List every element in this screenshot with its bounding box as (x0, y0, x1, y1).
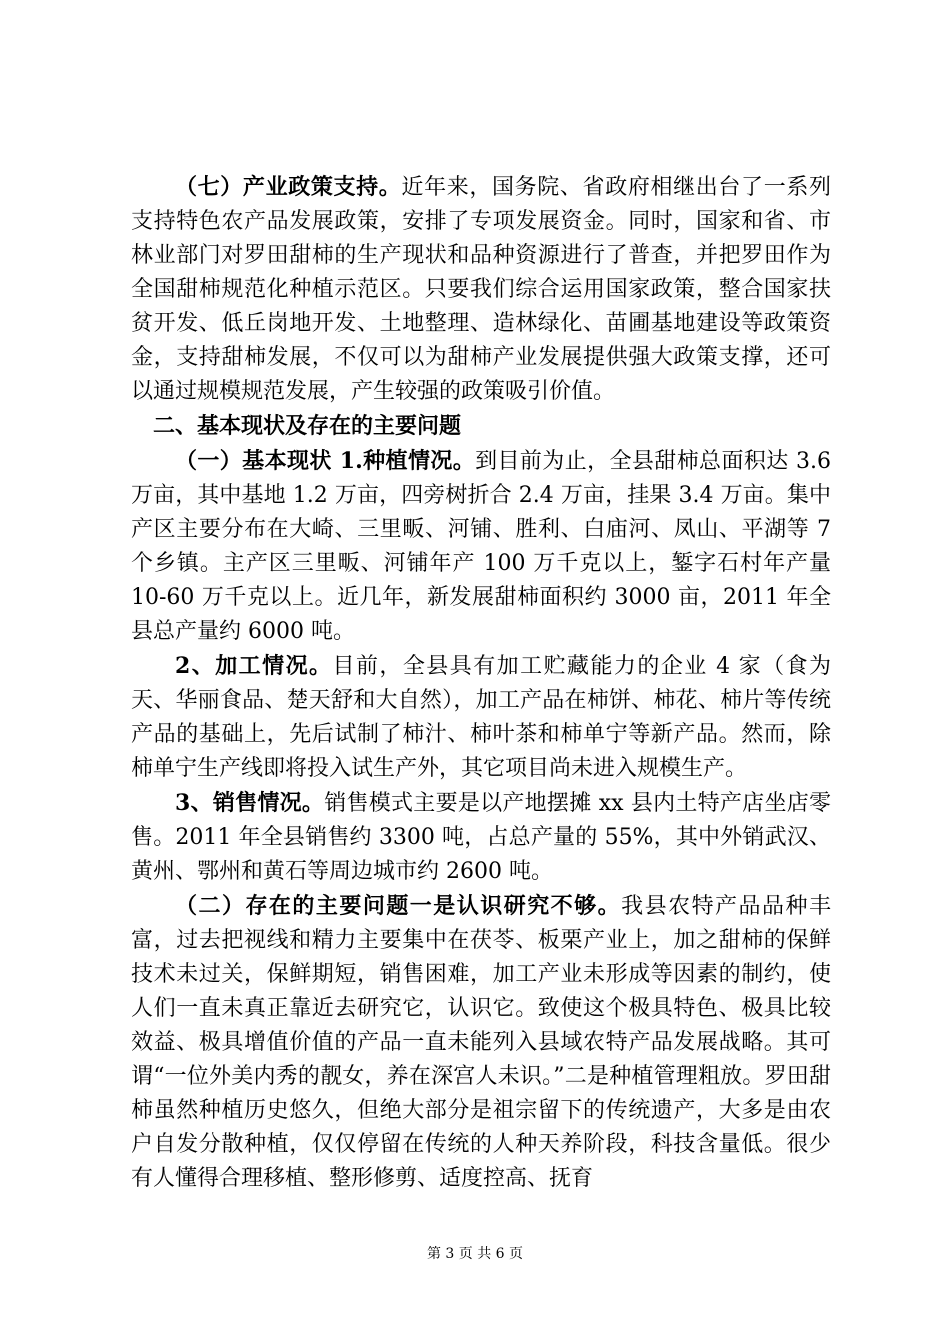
paragraph-problems (131, 889, 831, 1196)
paragraph-text: 目前，全县具有加工贮藏能力的企业 4 家（食为天、华丽食品、楚天舒和大自然），加工产品在柿饼、柿花、柿片等传统产品的基础上，先后试制了柿汁、柿叶茶和柿单宁等新产品。然而，除柿单宁生产线即将投入试生产外，其它项目尚未进入规模生产。 (131, 654, 831, 781)
paragraph-lead: 3、销售情况。 (175, 790, 325, 816)
paragraph-sales (131, 786, 831, 889)
paragraph-text: 到目前为止，全县甜柿总面积达 3.6 万亩，其中基地 1.2 万亩，四旁树折合 2.4 万亩，挂果 3.4 万亩。集中产区主要分布在大崎、三里畈、河铺、胜利、白庙河、凤山、平湖等 7 个乡镇。主产区三里畈、河铺年产 100 万千克以上，錾字石村年产量 10-60 万千克以上。近几年，新发展甜柿面积约 3000 亩，2011 年全县总产量约 6000 吨。 (131, 449, 831, 644)
paragraph-text: 我县农特产品品种丰富，过去把视线和精力主要集中在茯苓、板栗产业上，加之甜柿的保鲜技术未过关，保鲜期短，销售困难，加工产业未形成等因素的制约，使人们一直未真正靠近去研究它，认识它。致使这个极具特色、极具比较效益、极具增值价值的产品一直未能列入县域农特产品发展战略。其可谓“一位外美内秀的靓女，养在深宫人未识。”二是种植管理粗放。罗田甜柿虽然种植历史悠久，但绝大部分是祖宗留下的传统遗产，大多是由农户自发分散种植，仅仅停留在传统的人种天养阶段，科技含量低。很少有人懂得合理移植、整形修剪、适度控高、抚育 (131, 894, 831, 1191)
section-heading (131, 409, 831, 444)
paragraph-text: 近年来，国务院、省政府相继出台了一系列支持特色农产品发展政策，安排了专项发展资金。同时，国家和省、市林业部门对罗田甜柿的生产现状和品种资源进行了普查，并把罗田作为全国甜柿规范化种植示范区。只要我们综合运用国家政策，整合国家扶贫开发、低丘岗地开发、土地整理、造林绿化、苗圃基地建设等政策资金，支持甜柿发展，不仅可以为甜柿产业发展提供强大政策支撑，还可以通过规模规范发展，产生较强的政策吸引价值。 (131, 175, 831, 404)
paragraph-industry-policy (131, 170, 831, 409)
page-footer (0, 1244, 950, 1264)
paragraph-processing (131, 649, 831, 786)
paragraph-lead: 2、加工情况。 (175, 653, 333, 679)
page-body (131, 170, 831, 1196)
paragraph-basic-status (131, 444, 831, 649)
paragraph-lead: （一）基本现状 1.种植情况。 (175, 448, 476, 474)
section-heading-text: 二、基本现状及存在的主要问题 (153, 413, 462, 439)
paragraph-lead: （二）存在的主要问题一是认识研究不够。 (175, 893, 622, 919)
paragraph-text: 销售模式主要是以产地摆摊 xx 县内土特产店坐店零售。2011 年全县销售约 3300 吨，占总产量的 55%，其中外销武汉、黄州、鄂州和黄石等周边城市约 2600 吨。 (131, 791, 831, 884)
page-number: 第 3 页 共 6 页 (426, 1246, 524, 1262)
paragraph-lead: （七）产业政策支持。 (175, 174, 402, 200)
